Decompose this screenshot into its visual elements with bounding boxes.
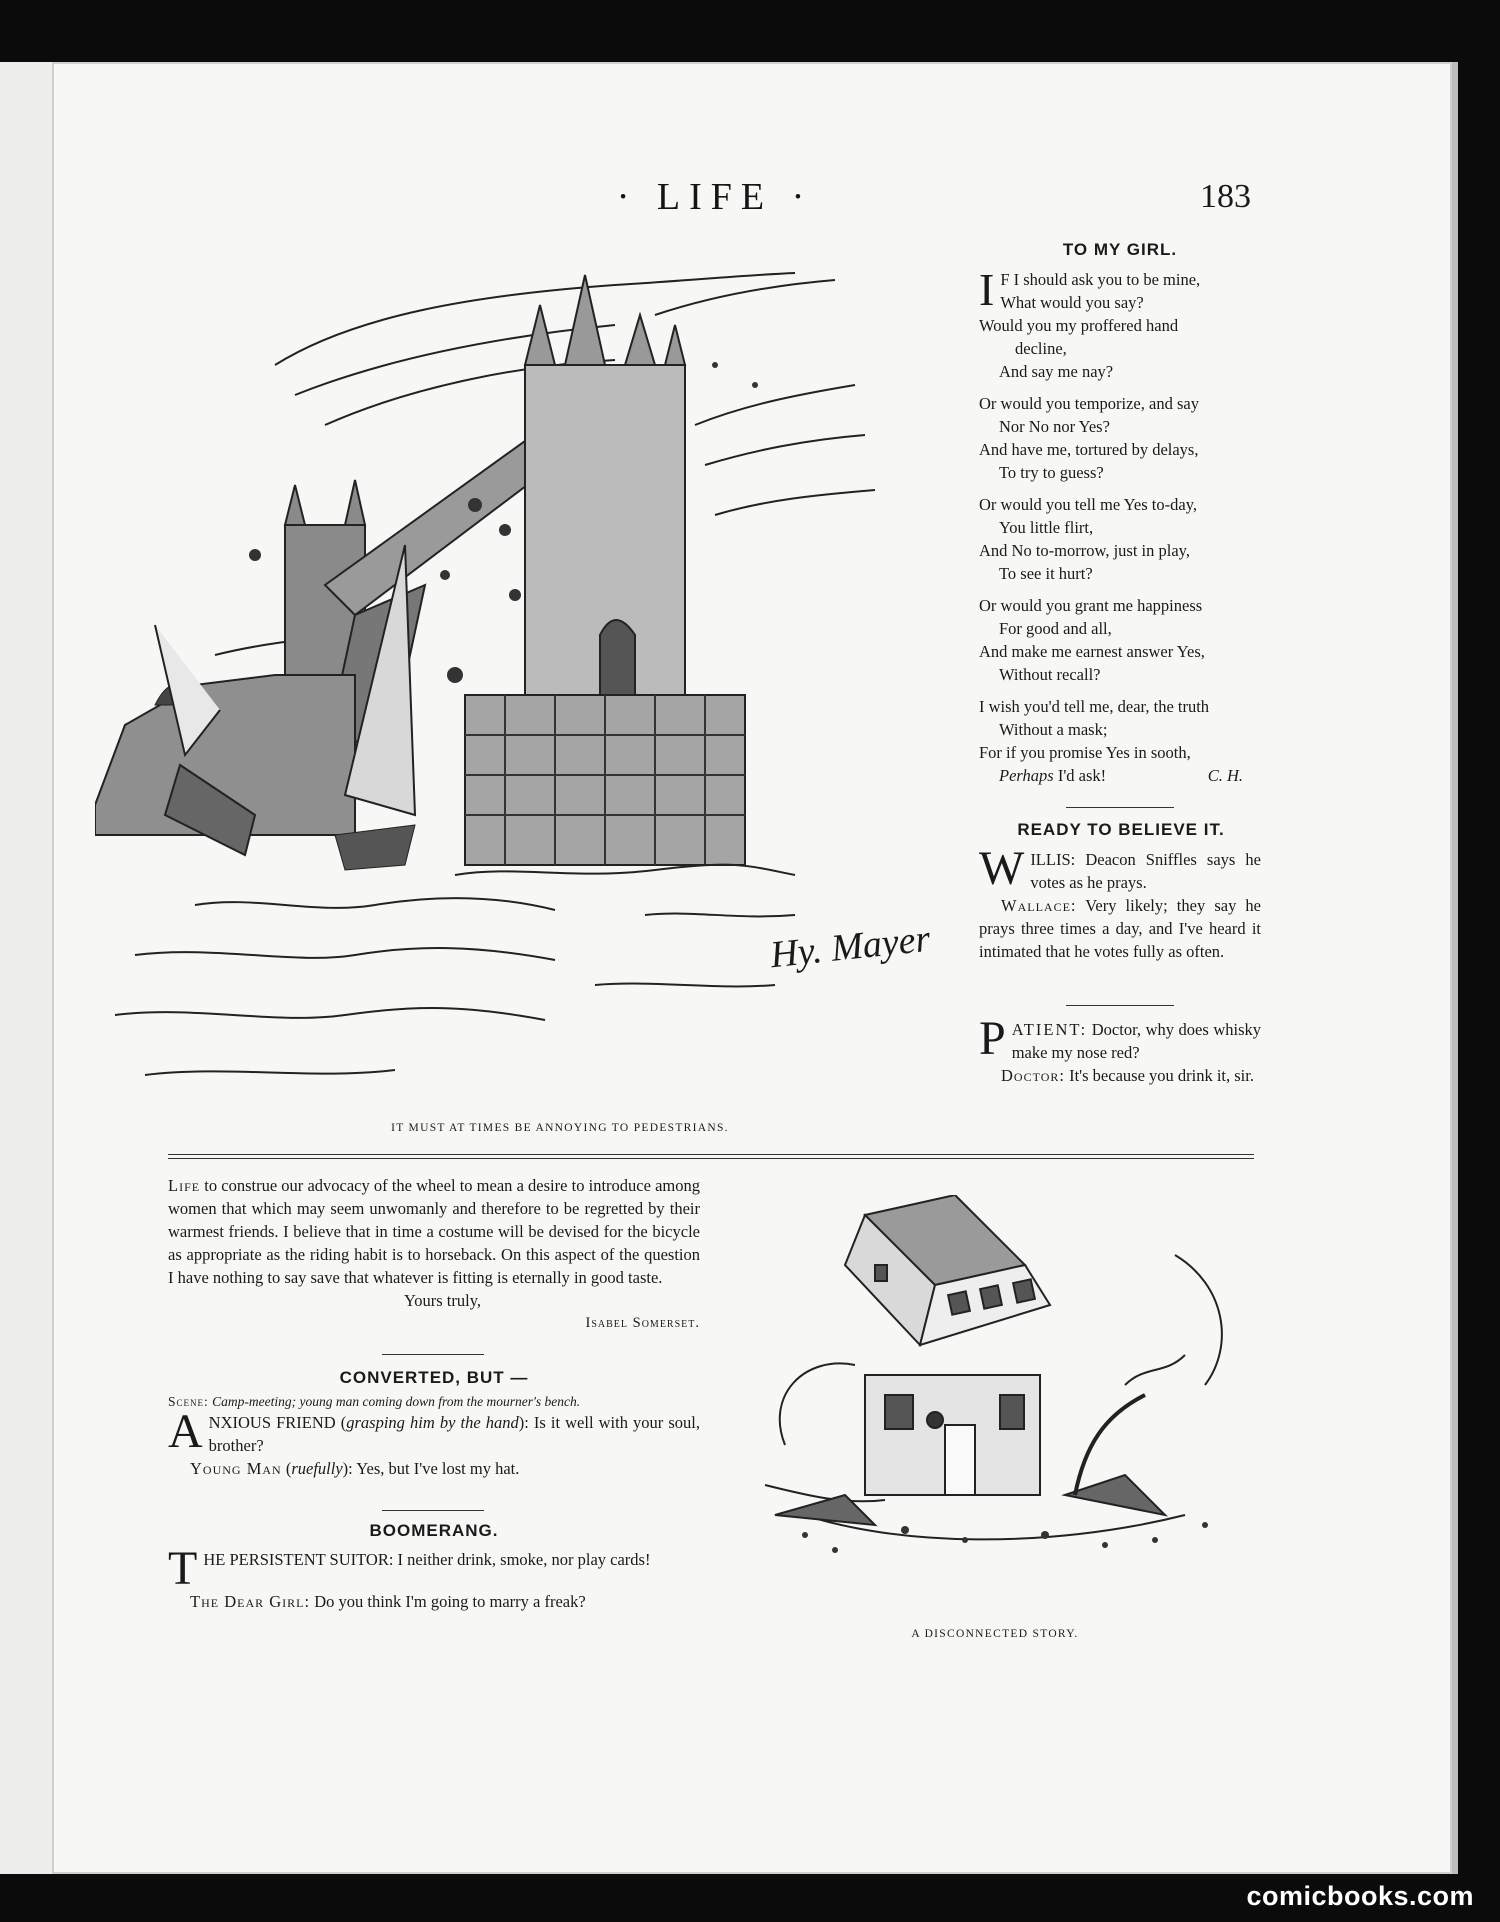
converted-stage-1: grasping him by the hand [346, 1413, 519, 1432]
converted-title: CONVERTED, BUT — [339, 1368, 529, 1387]
poem-line: Or would you grant me happiness [979, 596, 1203, 615]
artist-signature: Hy. Mayer [768, 917, 933, 977]
page-edge [1452, 62, 1458, 1874]
poem-line: Without a mask; [999, 720, 1108, 739]
converted-speaker-1: NXIOUS FRIEND [208, 1413, 336, 1432]
disconnected-house-illustration [745, 1195, 1265, 1595]
poem-line: And say me nay? [999, 362, 1114, 381]
poem-line: And have me, tortured by delays, [979, 440, 1199, 459]
poem-line: To try to guess? [999, 463, 1104, 482]
converted-dropcap: A [168, 1405, 203, 1458]
boomerang-line-1: I neither drink, smoke, nor play cards! [393, 1550, 651, 1569]
page-number: 183 [1200, 178, 1251, 215]
boomerang-speaker-1: HE PERSISTENT SUITOR: [203, 1550, 394, 1569]
ready-line-1: Deacon Sniffles says he votes as he prays. [1030, 850, 1261, 892]
poem-line: Would you my proffered hand [979, 316, 1179, 335]
poem-line: And make me earnest answer Yes, [979, 642, 1205, 661]
boomerang-line-2: Do you think I'm going to marry a freak? [310, 1592, 586, 1611]
boomerang-speaker-2: The Dear Girl: [190, 1592, 311, 1611]
bridge-caption: IT MUST AT TIMES BE ANNOYING TO PEDESTRIANS. [391, 1122, 729, 1134]
ready-speaker-1: ILLIS: [1030, 850, 1076, 869]
poem-line: Or would you temporize, and say [979, 394, 1199, 413]
poem-line: Or would you tell me Yes to-day, [979, 495, 1197, 514]
poem-line: Nor No nor Yes? [999, 417, 1110, 436]
poem-title: TO MY GIRL. [1062, 240, 1178, 259]
section-divider [168, 1154, 1254, 1159]
divider [1066, 1005, 1174, 1006]
patient-line-2: It's because you drink it, sir. [1064, 1066, 1254, 1085]
poem-line: You little flirt, [999, 518, 1094, 537]
poem-line: Without recall? [999, 665, 1101, 684]
poem-line: To see it hurt? [999, 564, 1093, 583]
poem-line: For good and all, [999, 619, 1112, 638]
converted-stage-2: ruefully [291, 1459, 343, 1478]
poem-dropcap: I [979, 264, 995, 315]
ready-title: READY TO BELIEVE IT. [1017, 820, 1225, 839]
boomerang-body [168, 1542, 700, 1613]
divider [382, 1354, 484, 1355]
poem-final-rest: I'd ask! [1053, 766, 1107, 785]
converted-line-1: : Is it well with your soul, brother? [208, 1413, 700, 1455]
poem-body [979, 264, 1261, 796]
masthead: · LIFE · [616, 176, 814, 218]
poem-signature: C. H. [1207, 766, 1243, 785]
patient-speaker-1: ATIENT: [1011, 1020, 1088, 1039]
site-watermark: comicbooks.com [1246, 1881, 1474, 1911]
poem-line: For if you promise Yes in sooth, [979, 743, 1191, 762]
poem-line: decline, [1015, 339, 1067, 358]
letter-closing: Yours truly, [404, 1291, 482, 1310]
patient-speaker-2: Doctor: [1001, 1066, 1065, 1085]
poem-final-italic: Perhaps [999, 766, 1054, 785]
house-caption: A DISCONNECTED STORY. [911, 1628, 1079, 1640]
ready-body [979, 842, 1261, 963]
ready-speaker-2: Wallace: [1001, 896, 1077, 915]
letter-text: to construe our advocacy of the wheel to mean a desire to introduce among women that which may seem unwomanly and therefore to be regretted by their warmest friends. I believe that in time a costume will be devised for the bicycle as appropriate as the riding habit is to horseback. On this aspect of the question I have nothing to say save that whatever is fitting is eternally in good taste. [168, 1176, 700, 1287]
ready-dropcap: W [979, 842, 1025, 895]
poem-line: What would you say? [1000, 293, 1144, 312]
letter-life-word: Life [168, 1176, 201, 1195]
patient-line-1: Doctor, why does whisky make my nose red? [1011, 1020, 1261, 1062]
converted-line-2: : Yes, but I've lost my hat. [348, 1459, 520, 1478]
poem-final-line [979, 764, 1261, 787]
letter-signature: Isabel Somerset. [585, 1315, 700, 1331]
poem-line: I wish you'd tell me, dear, the truth [979, 697, 1210, 716]
boomerang-dropcap: T [168, 1542, 198, 1595]
scene-label: Scene: [168, 1394, 209, 1409]
poem-line: F I should ask you to be mine, [1000, 270, 1201, 289]
poem-line: And No to-morrow, just in play, [979, 541, 1190, 560]
scene-text: Camp-meeting; young man coming down from the mourner's bench. [212, 1394, 581, 1409]
ready-line-2: Very likely; they say he prays three times a day, and I've heard it intimated that he votes fully as often. [979, 896, 1261, 961]
boomerang-title: BOOMERANG. [369, 1521, 499, 1540]
converted-body: Scene: Camp-meeting; young man coming down from the mourner's bench. ANXIOUS FRIEND (grasping him by the hand): Is it well with your soul, brother? Young Man (ruefully): Yes, but I've lost my hat. [168, 1394, 700, 1478]
divider [1066, 807, 1174, 808]
previous-page-edge [0, 62, 55, 1874]
divider [382, 1510, 484, 1511]
letter-body [168, 1174, 700, 1335]
converted-speaker-2: Young Man [190, 1459, 282, 1478]
patient-dropcap: P [979, 1012, 1006, 1065]
patient-body [979, 1012, 1261, 1087]
